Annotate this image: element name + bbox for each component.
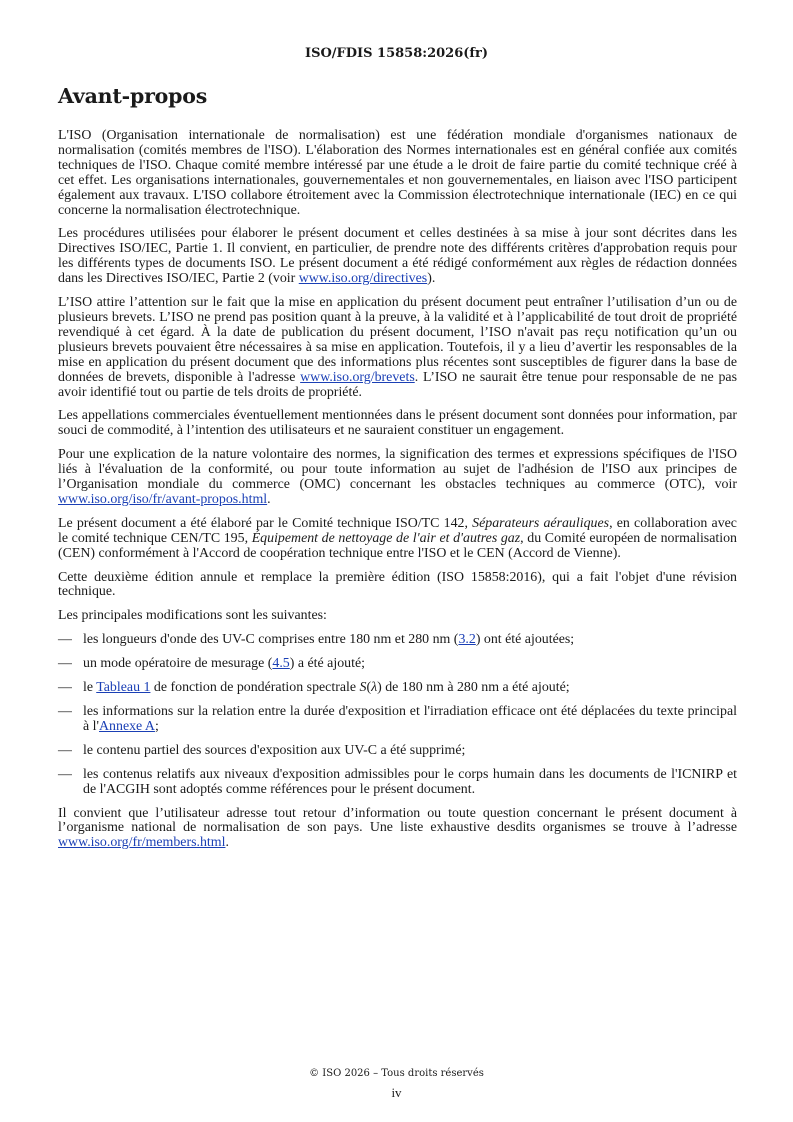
paragraph-changes-intro: Les principales modifications sont les suivantes: (58, 608, 327, 624)
list-item: — les contenus relatifs aux niveaux d'exposition admissibles pour le corps humain dans les documents de l'ICNIRP et de l'ACGIH sont adoptés comme références pour le présent document. (58, 766, 737, 797)
clause-4-5-link[interactable]: 4.5 (272, 656, 290, 672)
list-item: — le Tableau 1 de fonction de pondération spectrale S(λ) de 180 nm à 280 nm a été ajouté; (58, 680, 570, 696)
list-item: — un mode opératoire de mesurage (4.5) a été ajouté; (58, 656, 365, 672)
clause-3-2-link[interactable]: 3.2 (458, 632, 476, 648)
page-number: iv (391, 1085, 402, 1100)
list-item: — les informations sur la relation entre la durée d'exposition et l'irradiation efficace ont été déplacées du texte principal à l'Annexe A; (58, 704, 737, 734)
list-item: — le contenu partiel des sources d'exposition aux UV-C a été supprimé; (58, 742, 466, 758)
paragraph-voluntary-nature: Pour une explication de la nature volontaire des normes, la signification des termes et expressions spécifiques de l'ISO liés à l'évaluation de la conformité, ou pour toute information au sujet de l'adhésion de l'ISO aux principes de l’Organisation mondiale du commerce (OMC) concernant les obstacles techniques au commerce (OTC), voir www.iso.org/iso/fr/avant-propos.html. (58, 447, 737, 507)
paragraph-directives: Les procédures utilisées pour élaborer le présent document et celles destinées à sa mise à jour sont décrites dans les Directives ISO/IEC, Partie 1. Il convient, en particulier, de prendre note des différents critères d'approbation requis pour les différents types de documents ISO. Le présent document a été rédigé conformément aux règles de rédaction données dans les Directives ISO/IEC, Partie 2 (voir www.iso.org/directives). (58, 226, 737, 287)
patents-link[interactable]: www.iso.org/brevets (300, 369, 415, 385)
paragraph-iso-intro: L'ISO (Organisation internationale de normalisation) est une fédération mondiale d'organismes nationaux de normalisation (comités membres de l'ISO). L'élaboration des Normes internationales est en général confiée aux comités techniques de l'ISO. Chaque comité membre intéressé par une étude a le droit de faire partie du comité technique créé à cet effet. Les organisations internationales, gouvernementales et non gouvernementales, en liaison avec l'ISO participent également aux travaux. L'ISO collabore étroitement avec la Commission électrotechnique internationale (IEC) en ce qui concerne la normalisation électrotechnique. (58, 128, 737, 218)
members-link[interactable]: www.iso.org/fr/members.html (58, 835, 226, 851)
document-id-header: ISO/FDIS 15858:2026(fr) (305, 46, 488, 61)
foreword-info-link[interactable]: www.iso.org/iso/fr/avant-propos.html (58, 491, 268, 507)
changes-list (58, 633, 737, 797)
paragraph-patents: L’ISO attire l’attention sur le fait que la mise en application du présent document peut entraîner l’utilisation d’un ou de plusieurs brevets. L’ISO ne prend pas position quant à la preuve, à la validité et à l’applicabilité de tout droit de propriété revendiqué à cet égard. À la date de publication du présent document, l’ISO n'avait pas reçu notification qu’un ou plusieurs brevets pouvaient être nécessaires à sa mise en application. Toutefois, il y a lieu d’avertir les responsables de la mise en application du présent document que des informations plus récentes sont susceptibles de figurer dans la base de données de brevets, disponible à l'adresse www.iso.org/brevets. L’ISO ne saurait être tenue pour responsable de ne pas avoir identifié tout ou partie de tels droits de propriété. (58, 295, 737, 400)
table-1-link[interactable]: Tableau 1 (96, 680, 151, 696)
list-item: — les longueurs d'onde des UV-C comprises entre 180 nm et 280 nm (3.2) ont été ajoutées; (58, 632, 575, 648)
page-title: Avant-propos (58, 84, 208, 108)
dash-bullet: — (58, 632, 72, 648)
paragraph-feedback: Il convient que l’utilisateur adresse tout retour d’information ou toute question concernant le présent document à l’organisme national de normalisation de son pays. Une liste exhaustive desdits organismes se trouve à l’adresse www.iso.org/fr/members.html. (58, 805, 737, 851)
dash-bullet: — (58, 680, 72, 696)
paragraph-edition: Cette deuxième édition annule et remplace la première édition (ISO 15858:2016), qui a fait l'objet d'une révision technique. (58, 569, 737, 600)
directives-link[interactable]: www.iso.org/directives (298, 271, 428, 287)
copyright-footer: © ISO 2026 – Tous droits réservés (309, 1068, 484, 1079)
foreword-body (58, 129, 737, 860)
annex-a-link[interactable]: Annexe A (99, 718, 155, 734)
dash-bullet: — (58, 766, 72, 782)
paragraph-trade-names: Les appellations commerciales éventuellement mentionnées dans le présent document sont données pour information, par souci de commodité, à l’intention des utilisateurs et ne sauraient constituer un engagement. (58, 408, 737, 439)
dash-bullet: — (58, 704, 72, 719)
dash-bullet: — (58, 742, 72, 758)
dash-bullet: — (58, 656, 72, 672)
paragraph-committee: Le présent document a été élaboré par le Comité technique ISO/TC 142, Séparateurs aérauliques, en collaboration avec le comité technique CEN/TC 195, Équipement de nettoyage de l'air et d'autres gaz, du Comité européen de normalisation (CEN) conformément à l'Accord de coopération technique entre l'ISO et le CEN (Accord de Vienne). (58, 515, 737, 561)
